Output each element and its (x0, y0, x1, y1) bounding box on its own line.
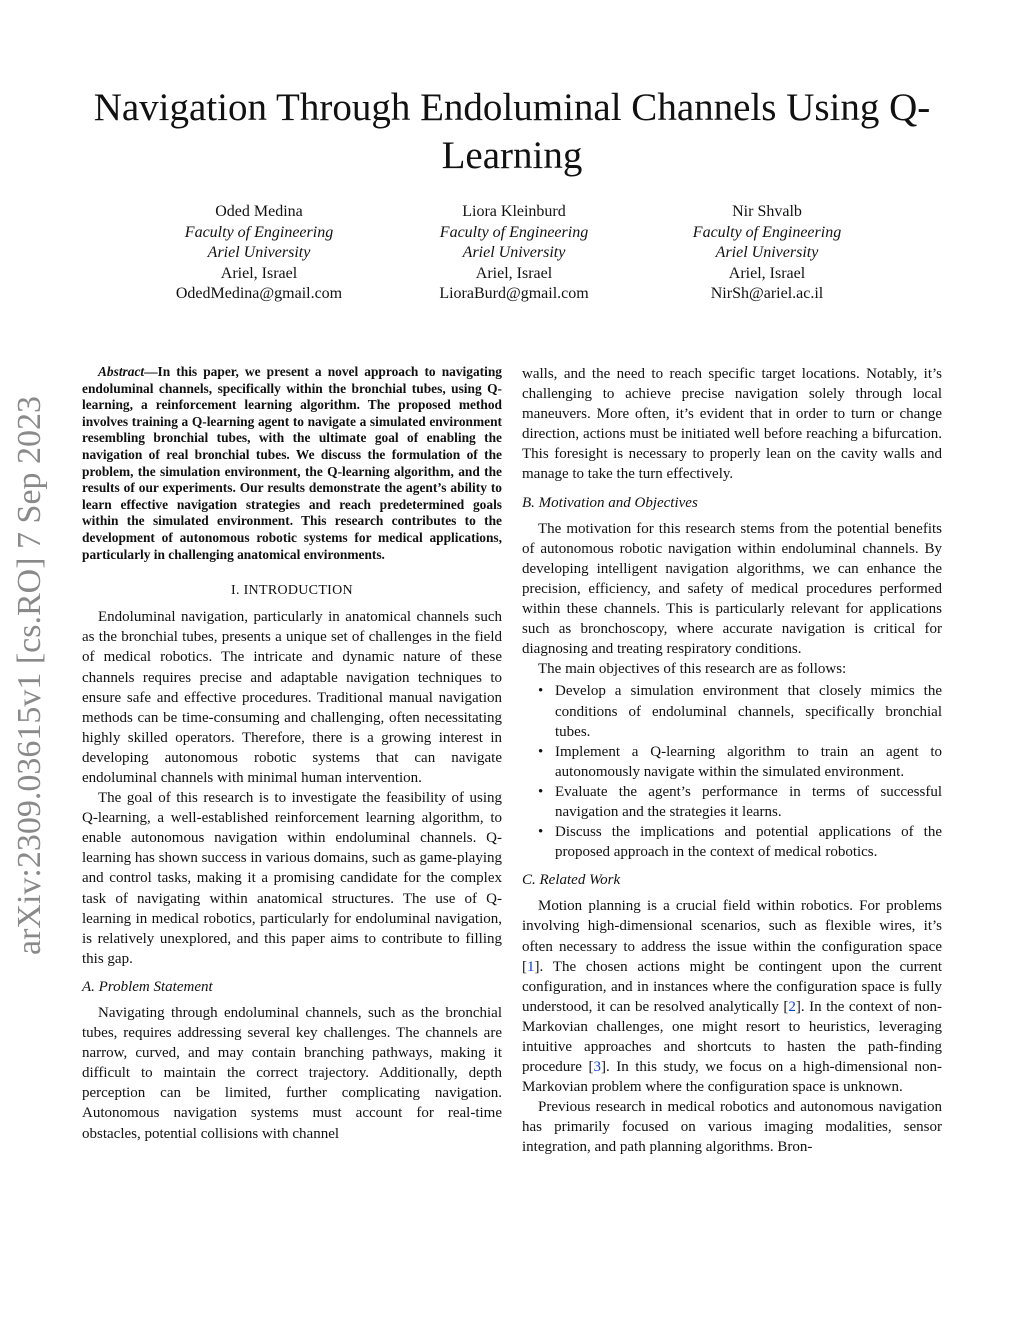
problem-statement-paragraph: Navigating through endoluminal channels, such as the bronchial tubes, requires addressing several key challenges. The channels are narrow, curved, and may contain branching pathways, making it difficult to maintain the correct trajectory. Additionally, depth perception can be limited, further complicating navigation. Autonomous navigation systems must account for real-time obstacles, potential collisions with channel (82, 1005, 502, 1142)
motivation-paragraph-1: The motivation for this research stems from the potential benefits of autonomous robotic navigation within endoluminal channels. By developing intelligent navigation algorithms, we can enhance the precision, efficiency, and safety of medical procedures performed within these channels. This is particularly relevant for applications such as bronchoscopy, where accurate navigation is critical for diagnosing and treating respiratory conditions. (522, 520, 942, 658)
subsection-heading-motivation: B. Motivation and Objectives (522, 494, 698, 511)
author-univ: Ariel University (462, 244, 566, 262)
text-run: Motion planning is a crucial field within robotics. For problems involving high-dimensional scenarios, such as flexible wires, it’s often necessary to address the issue within the configuration space [ (522, 898, 942, 975)
citation-link-3[interactable]: 3 (593, 1059, 601, 1076)
section-heading-introduction: I. INTRODUCTION (231, 583, 353, 599)
related-work-paragraph-2: Previous research in medical robotics and autonomous navigation has primarily focused on various imaging modalities, sensor integration, and path planning algorithms. Bron- (522, 1099, 942, 1156)
citation-link-2[interactable]: 2 (788, 998, 796, 1015)
text-run: ]. In this study, we focus on a high-dimensional non-Markovian problem where the configuration space is unknown. (522, 1059, 942, 1096)
citation-link-1[interactable]: 1 (527, 958, 535, 975)
objective-item: • Develop a simulation environment that closely mimics the conditions of endoluminal channels, specifically bronchial tubes. (555, 681, 942, 741)
author-name: Oded Medina (215, 203, 303, 220)
author-email: NirSh@ariel.ac.il (710, 285, 824, 303)
related-work-paragraph-1 (522, 896, 942, 1097)
left-column (82, 364, 502, 1144)
author-dept: Faculty of Engineering (439, 223, 589, 241)
abstract-lead: Abstract (98, 364, 145, 379)
author-dept: Faculty of Engineering (184, 223, 334, 241)
author-location: Ariel, Israel (220, 264, 298, 282)
objective-item: • Evaluate the agent’s performance in terms of successful navigation and the strategies it learns. (555, 782, 942, 822)
subsection-heading-problem-statement: A. Problem Statement (82, 978, 213, 995)
author-dept: Faculty of Engineering (692, 223, 842, 241)
problem-statement-continued: walls, and the need to reach specific target locations. Notably, it’s challenging to achieve precise navigation solely through local maneuvers. More often, it’s evident that in order to turn or change direction, actions must be initiated well before reaching a bifurcation. This foresight is necessary to properly lean on the cavity walls and manage to take the turn effectively. (522, 366, 942, 483)
subsection-heading-related-work: C. Related Work (522, 872, 621, 889)
intro-paragraph-2: The goal of this research is to investigate the feasibility of using Q-learning, a well-established reinforcement learning algorithm, to enable autonomous navigation within endoluminal channels. Q-learning has shown success in various domains, such as game-playing and control tasks, making it a promising candidate for the complex task of navigating within anatomical structures. The use of Q-learning in medical robotics, particularly for endoluminal navigation, is relatively unexplored, and this paper aims to contribute to filling this gap. (82, 790, 502, 967)
abstract-text: —In this paper, we present a novel approach to navigating endoluminal channels, specifically within the bronchial tubes, using Q-learning, a reinforcement learning algorithm. The proposed method involves training a Q-learning agent to navigate a simulated environment resembling bronchial tubes, with the ultimate goal of enabling the navigation of real bronchial tubes. We discuss the formulation of the problem, the simulation environment, the Q-learning algorithm, and the results of our experiments. Our results demonstrate the agent’s ability to learn effective navigation strategies and reach predetermined goals within the simulated environment. This research contributes to the development of autonomous robotic systems for medical applications, particularly in challenging anatomical environments. (82, 364, 502, 562)
author-name: Liora Kleinburd (462, 203, 566, 220)
text-run: ]. In the context of non-Markovian challenges, one might resort to heuristics, leveraging intuitive approaches and shortcuts to hasten the path-finding procedure [ (522, 998, 942, 1076)
objective-item: • Discuss the implications and potential applications of the proposed approach in the context of medical robotics. (555, 822, 942, 862)
author-univ: Ariel University (207, 244, 311, 262)
right-column (522, 364, 942, 1158)
author-email: OdedMedina@gmail.com (175, 285, 343, 303)
motivation-paragraph-2: The main objectives of this research are as follows: (538, 661, 847, 678)
author-2 (374, 202, 654, 305)
text-run: ]. The chosen actions might be contingent upon the current configuration, and in instances where the configuration space is fully understood, it can be resolved analytically [ (522, 958, 942, 1015)
author-name: Nir Shvalb (732, 203, 802, 220)
objective-item: • Implement a Q-learning algorithm to train an agent to autonomously navigate within the simulated environment. (555, 742, 942, 782)
paper-title: Navigation Through Endoluminal Channels Using Q-Learning (93, 86, 931, 177)
objectives-list (522, 681, 942, 862)
intro-paragraph-1: Endoluminal navigation, particularly in anatomical channels such as the bronchial tubes, presents a unique set of challenges in the field of medical robotics. The intricate and dynamic nature of these channels requires precise and adaptable navigation techniques to ensure safe and effective procedures. Traditional manual navigation methods can be time-consuming and challenging, often necessitating highly skilled operators. Therefore, there is a growing interest in developing autonomous robotic systems that can navigate endoluminal channels with minimal human intervention. (82, 609, 502, 786)
author-univ: Ariel University (715, 244, 819, 262)
abstract (82, 364, 502, 563)
arxiv-stamp: arXiv:2309.03615v1 [cs.RO] 7 Sep 2023 (11, 395, 48, 955)
author-location: Ariel, Israel (475, 264, 553, 282)
author-location: Ariel, Israel (728, 264, 806, 282)
author-1 (119, 202, 399, 305)
author-email: LioraBurd@gmail.com (439, 285, 589, 303)
author-3 (627, 202, 907, 305)
